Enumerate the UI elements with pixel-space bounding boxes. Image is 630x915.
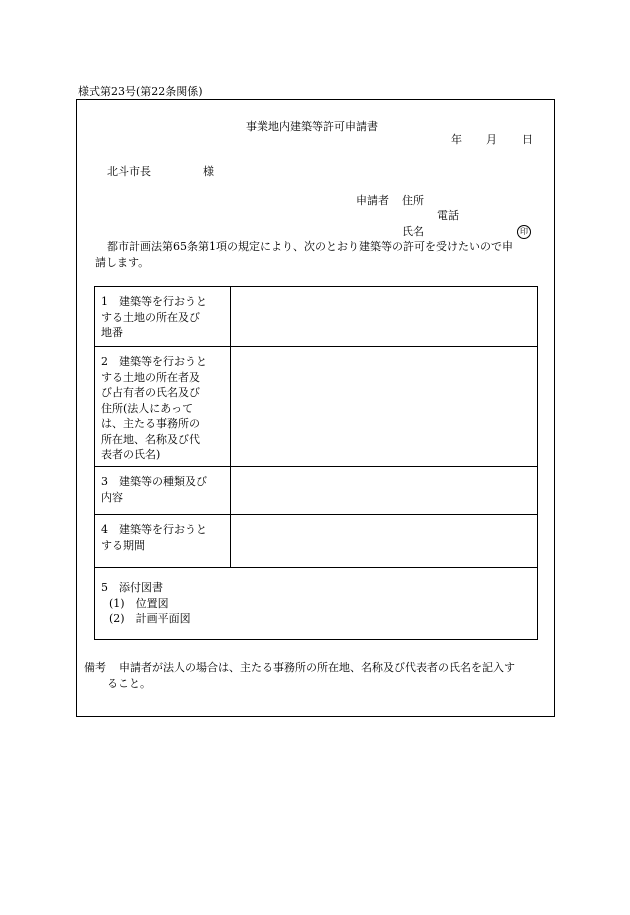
row-label-line: び占有者の氏名及び [101,386,200,399]
attachment-item: (1) 位置図 [109,596,169,610]
row-label [95,467,231,515]
applicant-label: 申請者 [356,194,389,207]
date-month: 月 [486,133,497,146]
table-row [95,287,538,347]
remarks-line-2: ること。 [107,677,151,690]
row-label-line: 3 建築等の種類及び [101,475,207,488]
row-label [95,287,231,347]
row-label-line: する土地の所在及び [101,310,200,324]
applicant-phone-label: 電話 [437,209,459,222]
application-table [94,286,538,640]
owner-occupant-field[interactable] [231,347,538,467]
seal-icon: 印 [517,225,531,239]
row-label [95,347,231,467]
addressee-honorific: 様 [203,165,214,178]
remarks-label: 備考 [84,661,106,674]
applicant-name-label: 氏名 [402,225,424,238]
table-row [95,568,538,640]
row-label-line: する期間 [101,538,145,552]
row-label-line: 表者の氏名) [101,448,161,461]
row-label-line: は、主たる事務所の [101,417,200,430]
row-label [95,515,231,568]
row-label-line: 1 建築等を行おうと [101,295,207,308]
attachment-item: (2) 計画平面図 [109,612,191,625]
date-day: 日 [522,133,533,146]
row-label-line: 住所(法人にあって [101,401,194,415]
applicant-address-label: 住所 [402,194,424,207]
addressee-name: 北斗市長 [107,165,151,178]
row-label-line: 4 建築等を行おうと [101,523,207,536]
form-number: 様式第23号(第22条関係) [78,85,203,98]
location-field[interactable] [231,287,538,347]
period-field[interactable] [231,515,538,568]
row-label-line: 所在地、名称及び代 [101,432,200,446]
date-year: 年 [451,133,462,146]
row-label-line: 地番 [101,326,123,339]
row-label-line: 内容 [101,490,123,504]
row-label-line: 2 建築等を行おうと [101,355,207,368]
table-row [95,347,538,467]
form-title: 事業地内建築等許可申請書 [246,120,378,133]
table-row [95,467,538,515]
construction-type-field[interactable] [231,467,538,515]
table-row [95,515,538,568]
statement-line-1: 都市計画法第65条第1項の規定により、次のとおり建築等の許可を受けたいので申 [107,240,513,253]
attachments-heading: 5 添付図書 [101,581,163,594]
attachments-cell [95,568,538,640]
row-label-line: する土地の所在者及 [101,370,200,384]
statement-line-2: 請します。 [95,256,150,269]
remarks-line-1: 申請者が法人の場合は、主たる事務所の所在地、名称及び代表者の氏名を記入す [119,661,515,674]
